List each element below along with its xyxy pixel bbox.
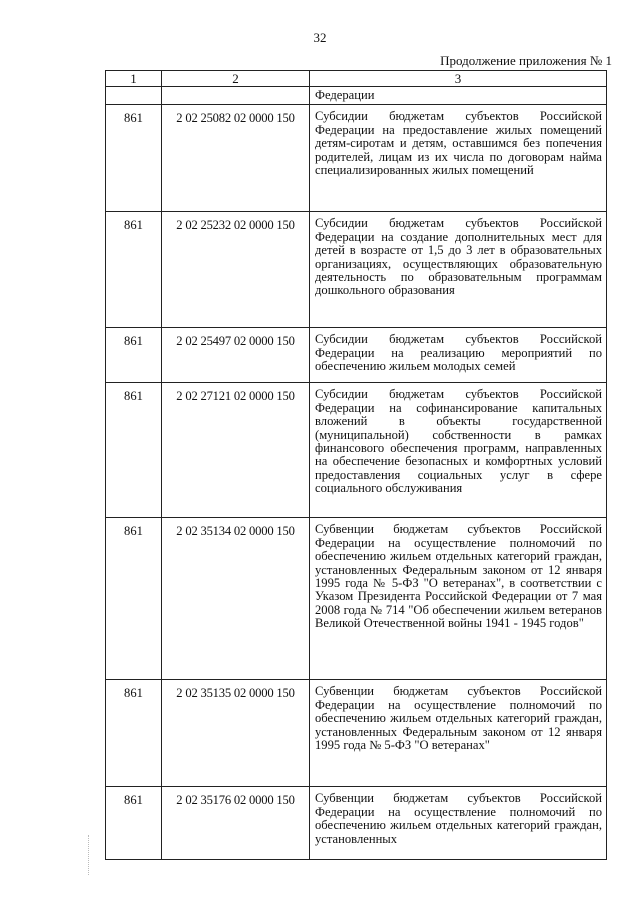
table-cell-description: Субвенции бюджетам субъектов Российской Федерации на осуществление полномочий по обеспечению жильем отдельных категорий граждан, установленных Федеральным законом от 12 января 1995 года № 5-ФЗ "О ветеранах" xyxy=(310,680,607,787)
column-header: 3 xyxy=(310,71,607,87)
scan-margin-mark xyxy=(88,835,90,875)
table-cell-description: Субсидии бюджетам субъектов Российской Федерации на предоставление жилых помещений детям-сиротам и детям, оставшимся без попечения родителей, лицам из их числа по договорам найма специализированных жилых помещений xyxy=(310,105,607,212)
table-cell-code: 861 xyxy=(106,518,162,680)
table-cell-code: 861 xyxy=(106,383,162,518)
table-cell-description: Субвенции бюджетам субъектов Российской Федерации на осуществление полномочий по обеспечению жильем отдельных категорий граждан, установленных Федеральным законом от 12 января 1995 года № 5-ФЗ "О ветеранах", в соответствии с Указом Президента Российской Федерации от 7 мая 2008 года № 714 "Об обеспечении жильем ветеранов Великой Отечественной войны 1941 - 1945 годов" xyxy=(310,518,607,680)
table-row xyxy=(106,518,607,680)
table-cell-kbk xyxy=(162,87,310,105)
table-cell-code: 861 xyxy=(106,680,162,787)
table-row xyxy=(106,212,607,328)
budget-table xyxy=(105,70,607,860)
table-cell-description: Субсидии бюджетам субъектов Российской Федерации на реализацию мероприятий по обеспечению жильем молодых семей xyxy=(310,328,607,383)
table-cell-description: Федерации xyxy=(310,87,607,105)
table-row xyxy=(106,105,607,212)
table-row xyxy=(106,328,607,383)
table-row-continued xyxy=(106,87,607,105)
table-cell-description: Субсидии бюджетам субъектов Российской Федерации на софинансирование капитальных вложений в объекты государственной (муниципальной) собственности в рамках финансового обеспечения программ, направленных на обеспечение безопасных и комфортных условий предоставления социальных услуг в сфере социального обслуживания xyxy=(310,383,607,518)
table-cell-kbk: 2 02 27121 02 0000 150 xyxy=(162,383,310,518)
table-cell-kbk: 2 02 35176 02 0000 150 xyxy=(162,787,310,860)
table-row xyxy=(106,383,607,518)
table-row xyxy=(106,680,607,787)
table-cell-kbk: 2 02 35134 02 0000 150 xyxy=(162,518,310,680)
table-cell-code: 861 xyxy=(106,787,162,860)
table-cell-kbk: 2 02 25497 02 0000 150 xyxy=(162,328,310,383)
table-cell-kbk: 2 02 35135 02 0000 150 xyxy=(162,680,310,787)
table-cell-description: Субвенции бюджетам субъектов Российской Федерации на осуществление полномочий по обеспечению жильем отдельных категорий граждан, установленных xyxy=(310,787,607,860)
table-cell-code: 861 xyxy=(106,105,162,212)
table-row xyxy=(106,787,607,860)
table-cell-code xyxy=(106,87,162,105)
table-header-row xyxy=(106,71,607,87)
column-header: 1 xyxy=(106,71,162,87)
table-cell-code: 861 xyxy=(106,328,162,383)
continuation-label: Продолжение приложения № 1 xyxy=(440,53,612,68)
column-header: 2 xyxy=(162,71,310,87)
page-number: 32 xyxy=(313,30,327,45)
table-cell-kbk: 2 02 25232 02 0000 150 xyxy=(162,212,310,328)
table-cell-description: Субсидии бюджетам субъектов Российской Федерации на создание дополнительных мест для детей в возрасте от 1,5 до 3 лет в образовательных организациях, осуществляющих образовательную деятельность по образовательным программам дошкольного образования xyxy=(310,212,607,328)
table-cell-code: 861 xyxy=(106,212,162,328)
table-cell-kbk: 2 02 25082 02 0000 150 xyxy=(162,105,310,212)
